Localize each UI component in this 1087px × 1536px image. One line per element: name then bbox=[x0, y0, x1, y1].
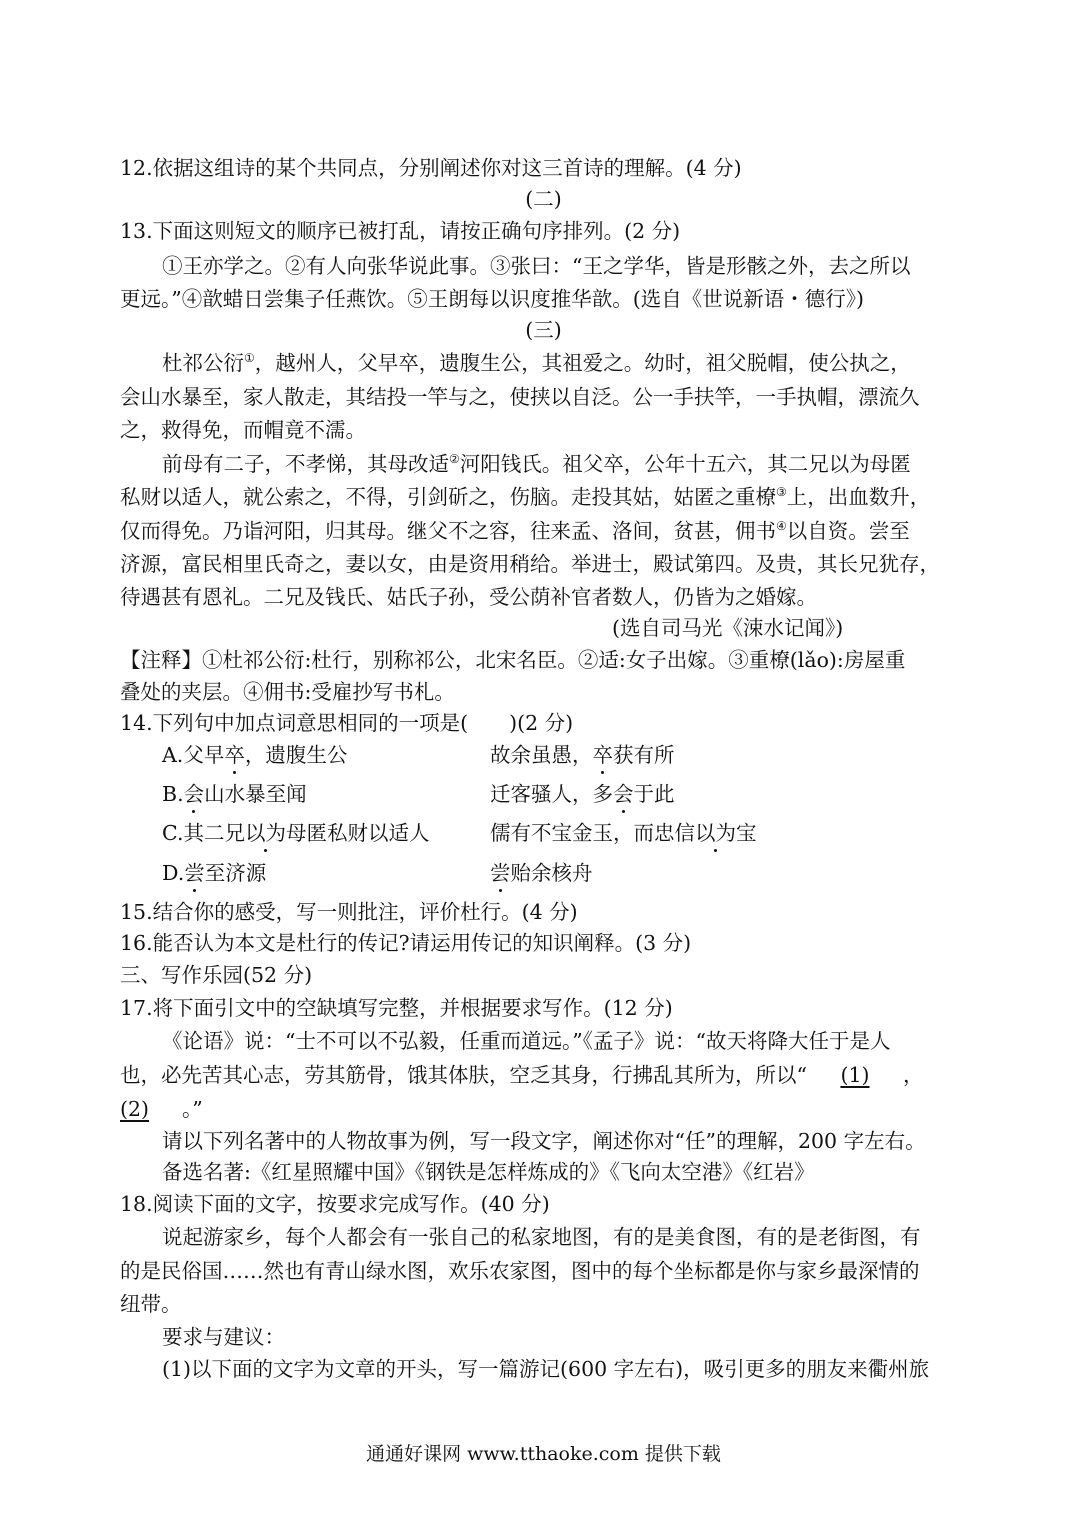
q18-text-line: 的是民俗国……然也有青山绿水图，欢乐农家图，图中的每个坐标都是你与家乡最深情的 bbox=[120, 1259, 920, 1283]
q18-requirements-heading: 要求与建议： bbox=[162, 1325, 285, 1349]
q13-text-line: 更远。”④歆蜡日尝集子任燕饮。⑤王朗每以识度推华歆。(选自《世说新语・德行》) bbox=[120, 287, 864, 311]
passage-line: 仅而得免。乃诣河阳，归其母。继父不之容，往来孟、洛间，贫甚，佣书④以自资。尝至 bbox=[120, 519, 910, 543]
question-12: 12.依据这组诗的某个共同点，分别阐述你对这三首诗的理解。(4 分) bbox=[120, 156, 742, 180]
question-14: 14.下列句中加点词意思相同的一项是( )(2 分) bbox=[120, 711, 574, 735]
footnote-mark: ② bbox=[449, 452, 460, 467]
footnote-mark: ④ bbox=[776, 519, 787, 534]
q18-text-line: 说起游家乡，每个人都会有一张自己的私家地图，有的是美食图，有的是老街图，有 bbox=[162, 1225, 921, 1249]
option-d-compare: 尝贻余核舟 bbox=[490, 858, 593, 888]
passage-source: (选自司马光《涑水记闻》) bbox=[612, 616, 844, 640]
option-d: D.尝至济源 bbox=[162, 858, 266, 888]
passage-line: 之，救得免，而帽竟不濡。 bbox=[120, 418, 366, 442]
footnote-mark: ① bbox=[244, 351, 255, 366]
q18-text-line: 纽带。 bbox=[120, 1292, 182, 1316]
option-a: A.父早卒，遗腹生公 bbox=[162, 740, 347, 770]
q17-quote-line: (2) 。” bbox=[120, 1094, 970, 1124]
question-16: 16.能否认为本文是杜行的传记?请运用传记的知识阐释。(3 分) bbox=[120, 931, 692, 955]
notes-line: 【注释】①杜祁公衍:杜行，别称祁公，北宋名臣。②适:女子出嫁。③重橑(lǎo):房屋重 bbox=[120, 648, 906, 672]
q13-text-line: ①王亦学之。②有人向张华说此事。③张曰：“王之学华，皆是形骸之外，去之所以 bbox=[162, 254, 911, 278]
page-footer: 通通好课网 www.tthaoke.com 提供下载 bbox=[366, 1443, 721, 1465]
passage-line: 前母有二子，不孝悌，其母改适②河阳钱氏。祖父卒，公年十五六，其二兄以为母匿 bbox=[162, 452, 911, 476]
question-18: 18.阅读下面的文字，按要求完成写作。(40 分) bbox=[120, 1192, 550, 1216]
option-a-compare: 故余虽愚，卒获有所 bbox=[490, 740, 675, 770]
option-b-compare: 迁客骚人，多会于此 bbox=[490, 779, 675, 809]
q18-requirement-1: (1)以下面的文字为文章的开头，写一篇游记(600 字左右)，吸引更多的朋友来衢州旅 bbox=[162, 1357, 930, 1381]
question-13: 13.下面这则短文的顺序已被打乱，请按正确句序排列。(2 分) bbox=[120, 219, 681, 243]
question-15: 15.结合你的感受，写一则批注，评价杜行。(4 分) bbox=[120, 900, 578, 924]
section-writing: 三、写作乐园(52 分) bbox=[120, 963, 313, 987]
q17-quote-line: 《论语》说：“士不可以不弘毅，任重而道远。”《孟子》说：“故天将降大任于是人 bbox=[162, 1029, 891, 1053]
passage-line: 济源，富民相里氏奇之，妻以女，由是资用稍给。举进士，殿试第四。及贵，其长兄犹存， bbox=[120, 552, 940, 576]
question-17: 17.将下面引文中的空缺填写完整，并根据要求写作。(12 分) bbox=[120, 996, 673, 1020]
notes-line: 叠处的夹层。④佣书:受雇抄写书札。 bbox=[120, 680, 455, 704]
option-c-compare: 儒有不宝金玉，而忠信以为宝 bbox=[490, 818, 757, 848]
section-heading-3: (三) bbox=[525, 318, 562, 342]
option-b: B.会山水暴至闻 bbox=[162, 779, 307, 809]
q17-quote-line: 也，必先苦其心志，劳其筋骨，饿其体肤，空乏其身，行拂乱其所为，所以“ (1) ， bbox=[120, 1060, 970, 1090]
passage-line: 私财以适人，就公索之，不得，引剑斫之，伤脑。走投其姑，姑匿之重橑③上，出血数升， bbox=[120, 485, 931, 509]
fill-blank-2: (2) bbox=[120, 1097, 150, 1121]
passage-line: 杜祁公衍①，越州人，父早卒，遗腹生公，其祖爱之。幼时，祖父脱帽，使公执之， bbox=[162, 351, 911, 375]
footnote-mark: ③ bbox=[776, 485, 787, 500]
q17-requirement: 请以下列名著中的人物故事为例，写一段文字，阐述你对“任”的理解，200 字左右。 bbox=[162, 1129, 926, 1153]
q17-books: 备选名著:《红星照耀中国》《钢铁是怎样炼成的》《飞向太空港》《红岩》 bbox=[162, 1160, 815, 1184]
section-heading-2: (二) bbox=[525, 187, 562, 211]
passage-line: 会山水暴至，家人散走，其结投一竿与之，使挟以自泛。公一手扶竿，一手执帽，漂流久 bbox=[120, 385, 920, 409]
passage-line: 待遇甚有恩礼。二兄及钱氏、姑氏子孙，受公荫补官者数人，仍皆为之婚嫁。 bbox=[120, 585, 817, 609]
option-c: C.其二兄以为母匿私财以适人 bbox=[162, 818, 429, 848]
fill-blank-1: (1) bbox=[840, 1063, 870, 1087]
